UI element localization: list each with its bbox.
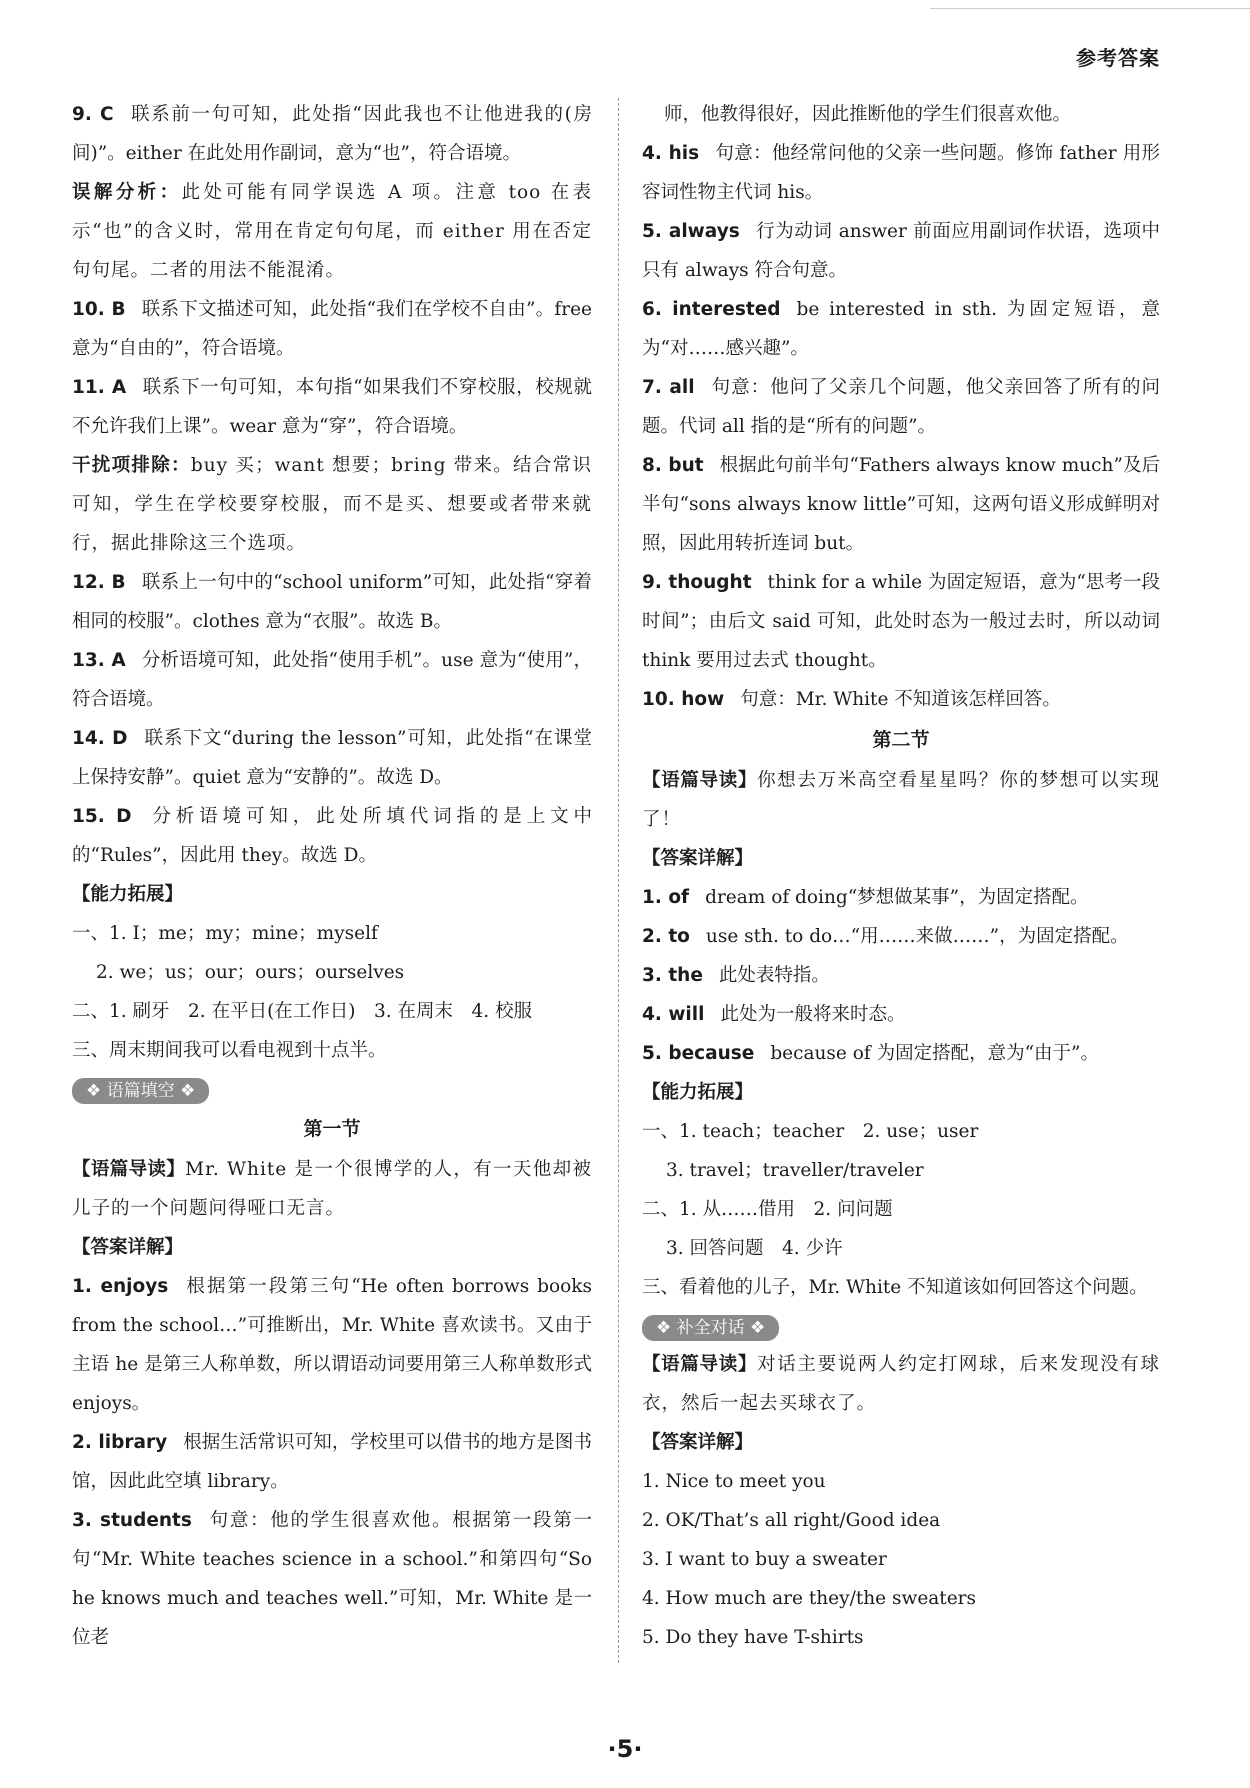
left-column — [72, 95, 592, 1657]
answer-item: 2. library 根据生活常识可知，学校里可以借书的地方是图书馆，因此此空填 library。 — [72, 1432, 592, 1492]
answer-heading: 【答案详解】 — [642, 848, 754, 869]
ability-heading: 【能力拓展】 — [642, 1082, 754, 1103]
answer-item: 9. C 联系前一句可知，此处指“因此我也不让他进我的(房间)”。either 在此处用作副词，意为“也”，符合语境。 — [72, 104, 592, 164]
dialog-answer: 2. OK/That’s all right/Good idea — [642, 1510, 941, 1531]
answer-item: 11. A 联系下一句可知，本句指“如果我们不穿校服，校规就不允许我们上课”。wear 意为“穿”，符合语境。 — [72, 377, 592, 437]
section-tag: ❖ 语篇填空 ❖ — [72, 1078, 209, 1104]
dialog-answer: 4. How much are they/the sweaters — [642, 1588, 977, 1609]
answer-item: 6. interested be interested in sth. 为固定短语，意为“对……感兴趣”。 — [642, 299, 1160, 359]
ability-line: 一、1. teach；teacher 2. use；user — [642, 1121, 979, 1142]
answer-item: 1. of dream of doing“梦想做某事”，为固定搭配。 — [642, 887, 1089, 908]
answer-heading: 【答案详解】 — [72, 1237, 184, 1258]
mistake-analysis: 误解分析：此处可能有同学误选 A 项。注意 too 在表示“也”的含义时，常用在肯定句句尾，而 either 用在否定句句尾。二者的用法不能混淆。 — [72, 182, 592, 281]
ability-line: 二、1. 从……借用 2. 问问题 — [642, 1199, 893, 1220]
answer-item: 7. all 句意：他问了父亲几个问题，他父亲回答了所有的问题。代词 all 指的是“所有的问题”。 — [642, 377, 1160, 437]
ability-line: 二、1. 刷牙 2. 在平日(在工作日) 3. 在周末 4. 校服 — [72, 1001, 533, 1022]
page-number: ·5· — [607, 1735, 643, 1763]
continued-text: 师，他教得很好，因此推断他的学生们很喜欢他。 — [664, 104, 1072, 125]
ability-line: 3. 回答问题 4. 少许 — [666, 1238, 843, 1259]
answer-heading: 【答案详解】 — [642, 1432, 754, 1453]
answer-item: 8. but 根据此句前半句“Fathers always know much”及后半句“sons always know little”可知，这两句语义形成鲜明对照，因此用转折连词 but。 — [642, 455, 1160, 554]
dialog-answer: 3. I want to buy a sweater — [642, 1549, 887, 1570]
ability-line: 一、1. I；me；my；mine；myself — [72, 923, 378, 944]
answer-item: 1. enjoys 根据第一段第三句“He often borrows books from the school…”可推断出，Mr. White 喜欢读书。又由于主语 he 是第三人称单数，所以谓语动词要用第三人称单数形式 enjoys。 — [72, 1276, 593, 1414]
header-rule — [930, 8, 1250, 9]
ability-line: 三、看着他的儿子，Mr. White 不知道该如何回答这个问题。 — [642, 1277, 1148, 1298]
answer-item: 5. because because of 为固定搭配，意为“由于”。 — [642, 1043, 1100, 1064]
answer-item: 3. the 此处表特指。 — [642, 965, 830, 986]
answer-item: 4. will 此处为一般将来时态。 — [642, 1004, 906, 1025]
section-title: 第二节 — [872, 729, 930, 751]
answer-item: 5. always 行为动词 answer 前面应用副词作状语，选项中只有 always 符合句意。 — [642, 221, 1160, 281]
column-divider — [618, 98, 619, 1663]
ability-line: 3. travel；traveller/traveler — [666, 1160, 924, 1181]
section-title: 第一节 — [303, 1118, 361, 1140]
guide-paragraph: 【语篇导读】你想去万米高空看星星吗？你的梦想可以实现了！ — [642, 770, 1160, 830]
answer-item: 15. D 分析语境可知，此处所填代词指的是上文中的“Rules”，因此用 they。故选 D。 — [72, 806, 592, 866]
guide-paragraph: 【语篇导读】对话主要说两人约定打网球，后来发现没有球衣，然后一起去买球衣了。 — [642, 1354, 1160, 1414]
answer-item: 10. how 句意：Mr. White 不知道该怎样回答。 — [642, 689, 1061, 710]
distractor-analysis: 干扰项排除：buy 买；want 想要；bring 带来。结合常识可知，学生在学校要穿校服，而不是买、想要或者带来就行，据此排除这三个选项。 — [72, 455, 592, 554]
ability-heading: 【能力拓展】 — [72, 884, 184, 905]
guide-paragraph: 【语篇导读】Mr. White 是一个很博学的人，有一天他却被儿子的一个问题问得哑口无言。 — [72, 1159, 592, 1219]
section-tag: ❖ 补全对话 ❖ — [642, 1315, 779, 1341]
answer-item: 12. B 联系上一句中的“school uniform”可知，此处指“穿着相同的校服”。clothes 意为“衣服”。故选 B。 — [72, 572, 592, 632]
page-header-title: 参考答案 — [1076, 46, 1160, 70]
right-column — [642, 95, 1160, 1657]
ability-line: 三、周末期间我可以看电视到十点半。 — [72, 1040, 387, 1061]
answer-item: 9. thought think for a while 为固定短语，意为“思考一段时间”；由后文 said 可知，此处时态为一般过去时，所以动词 think 要用过去式 thought。 — [642, 572, 1161, 671]
dialog-answer: 1. Nice to meet you — [642, 1471, 826, 1492]
answer-item: 3. students 句意：他的学生很喜欢他。根据第一段第一句“Mr. White teaches science in a school.”和第四句“So he knows much and teaches well.”可知，Mr. White 是一位老 — [72, 1510, 592, 1648]
answer-item: 4. his 句意：他经常问他的父亲一些问题。修饰 father 用形容词性物主代词 his。 — [642, 143, 1160, 203]
ability-line: 2. we；us；our；ours；ourselves — [96, 962, 405, 983]
answer-item: 10. B 联系下文描述可知，此处指“我们在学校不自由”。free 意为“自由的”，符合语境。 — [72, 299, 592, 359]
answer-item: 13. A 分析语境可知，此处指“使用手机”。use 意为“使用”，符合语境。 — [72, 650, 592, 710]
answer-item: 2. to use sth. to do…“用……来做……”，为固定搭配。 — [642, 926, 1129, 947]
answer-item: 14. D 联系下文“during the lesson”可知，此处指“在课堂上保持安静”。quiet 意为“安静的”。故选 D。 — [72, 728, 592, 788]
dialog-answer: 5. Do they have T-shirts — [642, 1627, 864, 1648]
